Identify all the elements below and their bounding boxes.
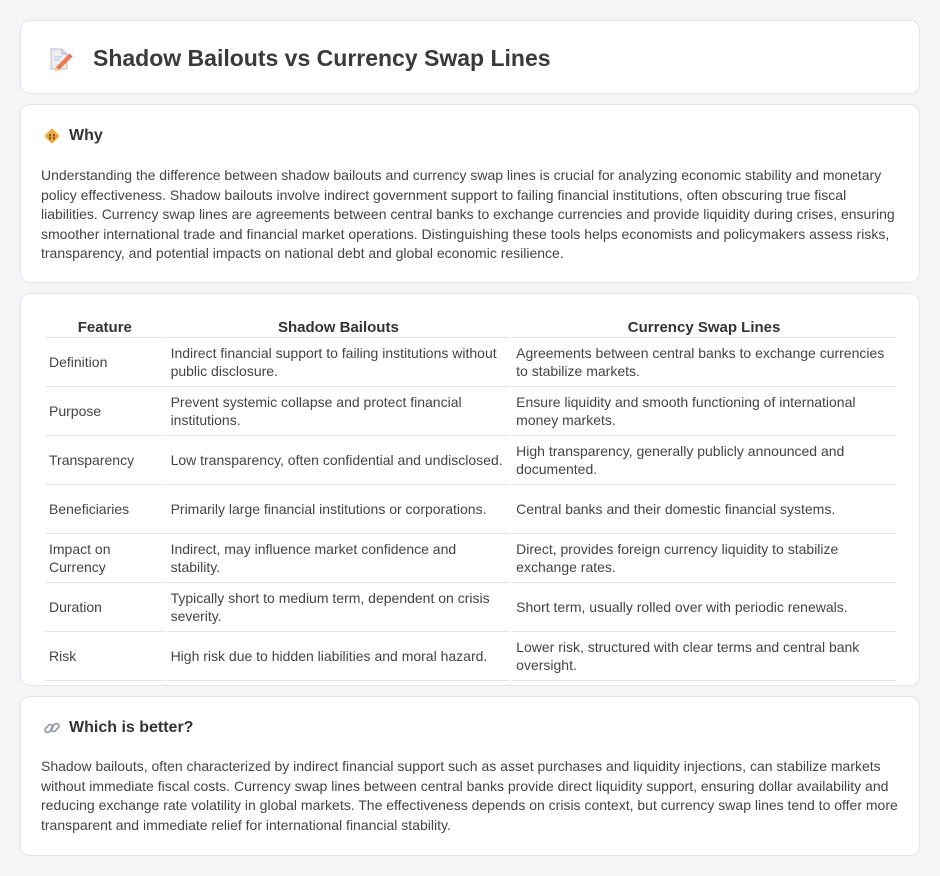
why-title: Why: [69, 127, 103, 144]
document-pencil-icon: [47, 46, 73, 72]
page-title: Shadow Bailouts vs Currency Swap Lines: [93, 45, 551, 71]
table-row: [45, 485, 896, 534]
why-section: [20, 104, 920, 283]
table-header-row: [45, 314, 896, 338]
header-currency-swap-lines: Currency Swap Lines: [512, 314, 896, 338]
header-shadow-bailouts: Shadow Bailouts: [167, 314, 511, 338]
table-row: [45, 632, 896, 681]
why-text: Understanding the difference between shadow bailouts and currency swap lines is crucial for analyzing economic stability and monetary policy effectiveness. Shadow bailouts involve indirect government support to failing financial institutions, often obscuring true fiscal liabilities. Currency swap lines are agreements between central banks to exchange currencies and provide liquidity during crises, ensuring smoother international trade and financial market operations. Distinguishing these tools helps economists and policymakers assess risks, transparency, and potential impacts on national debt and global economic resilience.: [41, 167, 895, 261]
currency-swap-lines-cell: High transparency, generally publicly announced and documented.: [512, 436, 896, 485]
which-is-better-text: Shadow bailouts, often characterized by indirect financial support such as asset purchases and liquidity injections, can stabilize markets without immediate fiscal costs. Currency swap lines between central banks provide direct liquidity support, ensuring dollar availability and reducing exchange rate volatility in global markets. The effectiveness depends on crisis context, but currency swap lines tend to offer more transparent and immediate relief for international financial stability.: [41, 758, 898, 833]
shadow-bailouts-cell: Primarily large financial institutions or corporations.: [167, 485, 511, 534]
currency-swap-lines-cell: Short term, usually rolled over with periodic renewals.: [512, 583, 896, 632]
feature-cell: Beneficiaries: [45, 485, 165, 534]
currency-swap-lines-cell: Lower risk, structured with clear terms and central bank oversight.: [512, 632, 896, 681]
header-card: [20, 20, 920, 94]
feature-cell: Transparency: [45, 436, 165, 485]
which-is-better-title: Which is better?: [69, 719, 194, 736]
currency-swap-lines-cell: Direct, provides foreign currency liquidity to stabilize exchange rates.: [512, 534, 896, 583]
currency-swap-lines-cell: Agreements between central banks to exchange currencies to stabilize markets.: [512, 338, 896, 387]
title-row: [47, 45, 551, 72]
table-row: [45, 436, 896, 485]
shadow-bailouts-cell: Low transparency, often confidential and undisclosed.: [167, 436, 511, 485]
table-row: [45, 387, 896, 436]
header-feature: Feature: [45, 314, 165, 338]
table-row: [45, 338, 896, 387]
currency-swap-lines-cell: Ensure liquidity and smooth functioning of international money markets.: [512, 387, 896, 436]
shadow-bailouts-cell: Prevent systemic collapse and protect financial institutions.: [167, 387, 511, 436]
currency-swap-lines-cell: Central banks and their domestic financial systems.: [512, 485, 896, 534]
feature-cell: Definition: [45, 338, 165, 387]
comparison-table: [43, 314, 898, 681]
feature-cell: Duration: [45, 583, 165, 632]
shadow-bailouts-cell: Indirect financial support to failing institutions without public disclosure.: [167, 338, 511, 387]
comparison-section: [20, 293, 920, 686]
shadow-bailouts-cell: High risk due to hidden liabilities and moral hazard.: [167, 632, 511, 681]
table-row: [45, 534, 896, 583]
feature-cell: Impact on Currency: [45, 534, 165, 583]
warning-sign-icon: [43, 127, 61, 145]
which-is-better-heading: [43, 719, 193, 737]
shadow-bailouts-cell: Indirect, may influence market confidence and stability.: [167, 534, 511, 583]
why-heading: [43, 127, 103, 145]
feature-cell: Purpose: [45, 387, 165, 436]
table-row: [45, 583, 896, 632]
link-icon: [43, 719, 61, 737]
shadow-bailouts-cell: Typically short to medium term, dependent on crisis severity.: [167, 583, 511, 632]
feature-cell: Risk: [45, 632, 165, 681]
which-is-better-section: [20, 696, 920, 856]
